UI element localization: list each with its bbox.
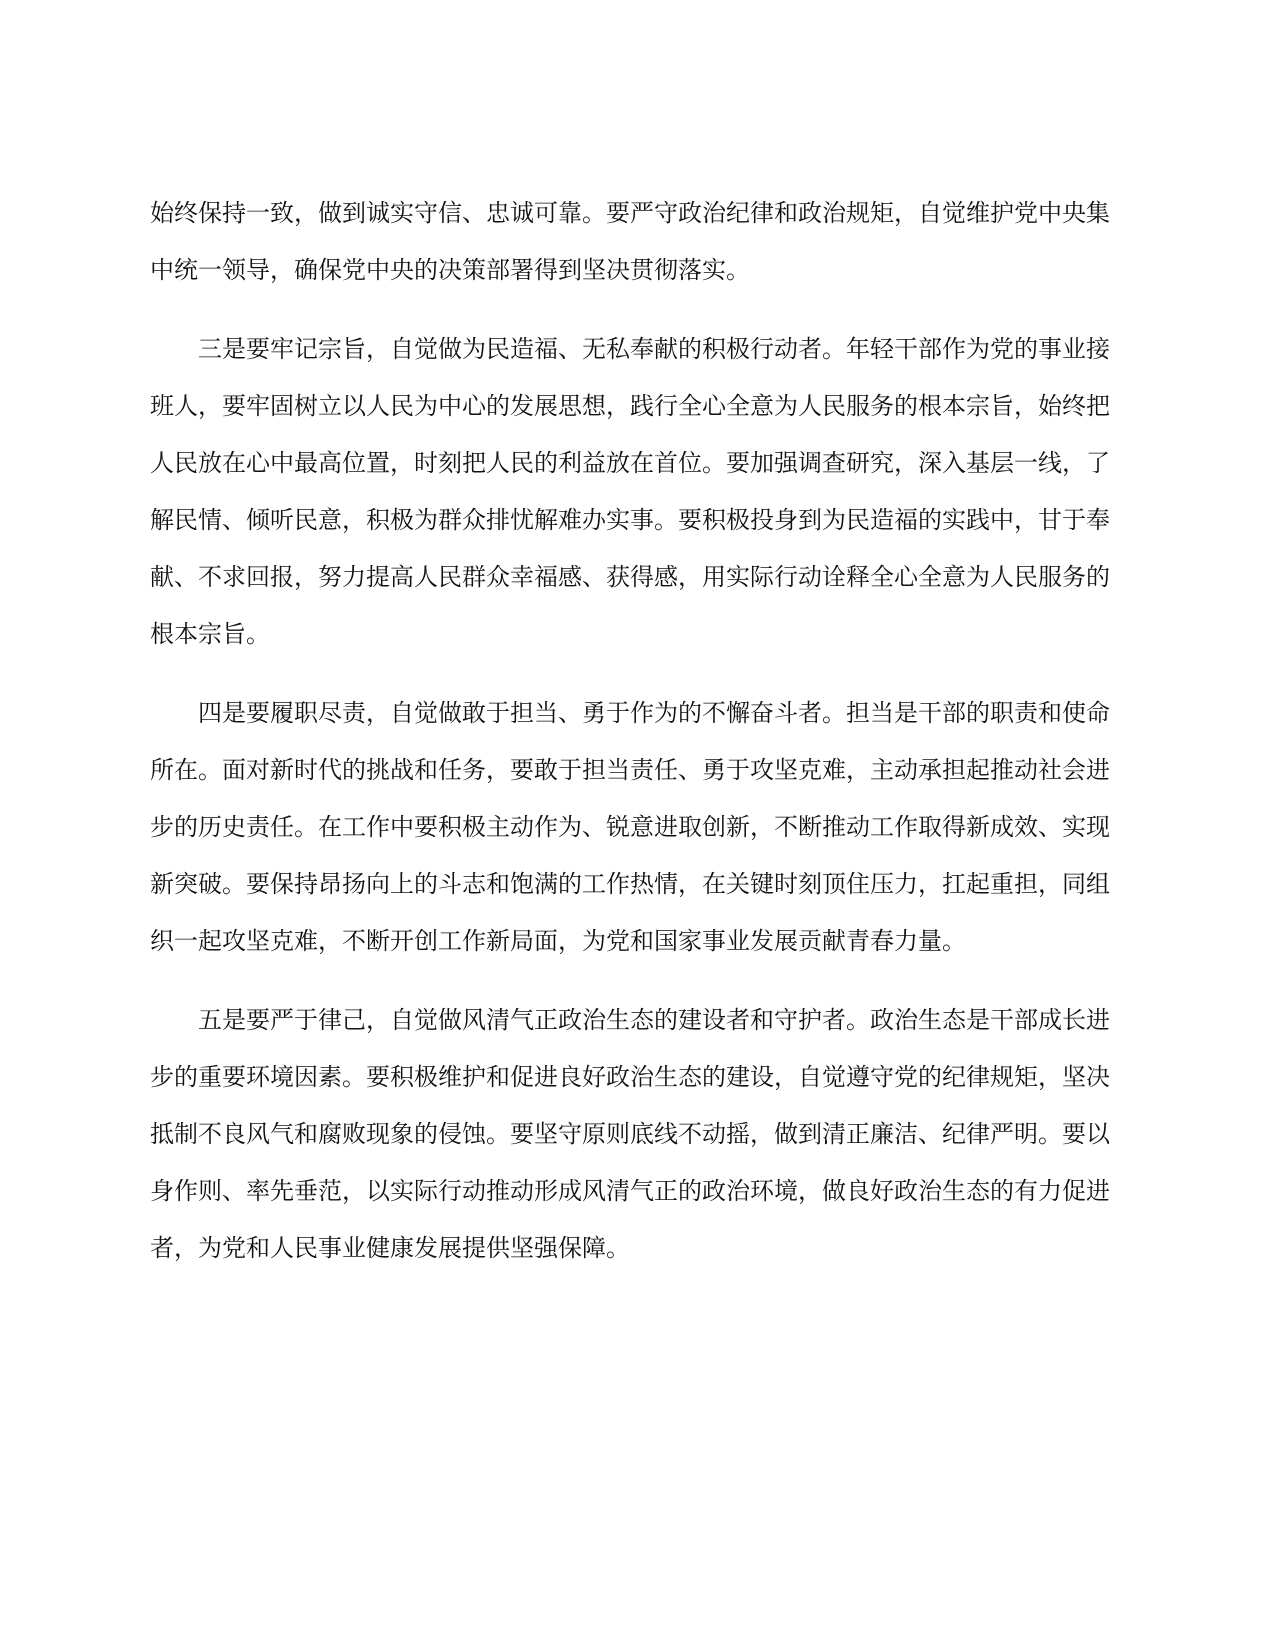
paragraph-point-three: 三是要牢记宗旨，自觉做为民造福、无私奉献的积极行动者。年轻干部作为党的事业接班人，要牢固树立以人民为中心的发展思想，践行全心全意为人民服务的根本宗旨，始终把人民放在心中最高位置，时刻把人民的利益放在首位。要加强调查研究，深入基层一线，了解民情、倾听民意，积极为群众排忧解难办实事。要积极投身到为民造福的实践中，甘于奉献、不求回报，努力提高人民群众幸福感、获得感，用实际行动诠释全心全意为人民服务的根本宗旨。: [150, 335, 1110, 648]
document-body: [150, 185, 1110, 1299]
paragraph-point-four: 四是要履职尽责，自觉做敢于担当、勇于作为的不懈奋斗者。担当是干部的职责和使命所在。面对新时代的挑战和任务，要敢于担当责任、勇于攻坚克难，主动承担起推动社会进步的历史责任。在工作中要积极主动作为、锐意进取创新，不断推动工作取得新成效、实现新突破。要保持昂扬向上的斗志和饱满的工作热情，在关键时刻顶住压力，扛起重担，同组织一起攻坚克难，不断开创工作新局面，为党和国家事业发展贡献青春力量。: [150, 699, 1110, 955]
paragraph-point-five: 五是要严于律己，自觉做风清气正政治生态的建设者和守护者。政治生态是干部成长进步的重要环境因素。要积极维护和促进良好政治生态的建设，自觉遵守党的纪律规矩，坚决抵制不良风气和腐败现象的侵蚀。要坚守原则底线不动摇，做到清正廉洁、纪律严明。要以身作则、率先垂范，以实际行动推动形成风清气正的政治环境，做良好政治生态的有力促进者，为党和人民事业健康发展提供坚强保障。: [150, 1006, 1110, 1262]
paragraph-continuation: 始终保持一致，做到诚实守信、忠诚可靠。要严守政治纪律和政治规矩，自觉维护党中央集中统一领导，确保党中央的决策部署得到坚决贯彻落实。: [150, 199, 1110, 284]
